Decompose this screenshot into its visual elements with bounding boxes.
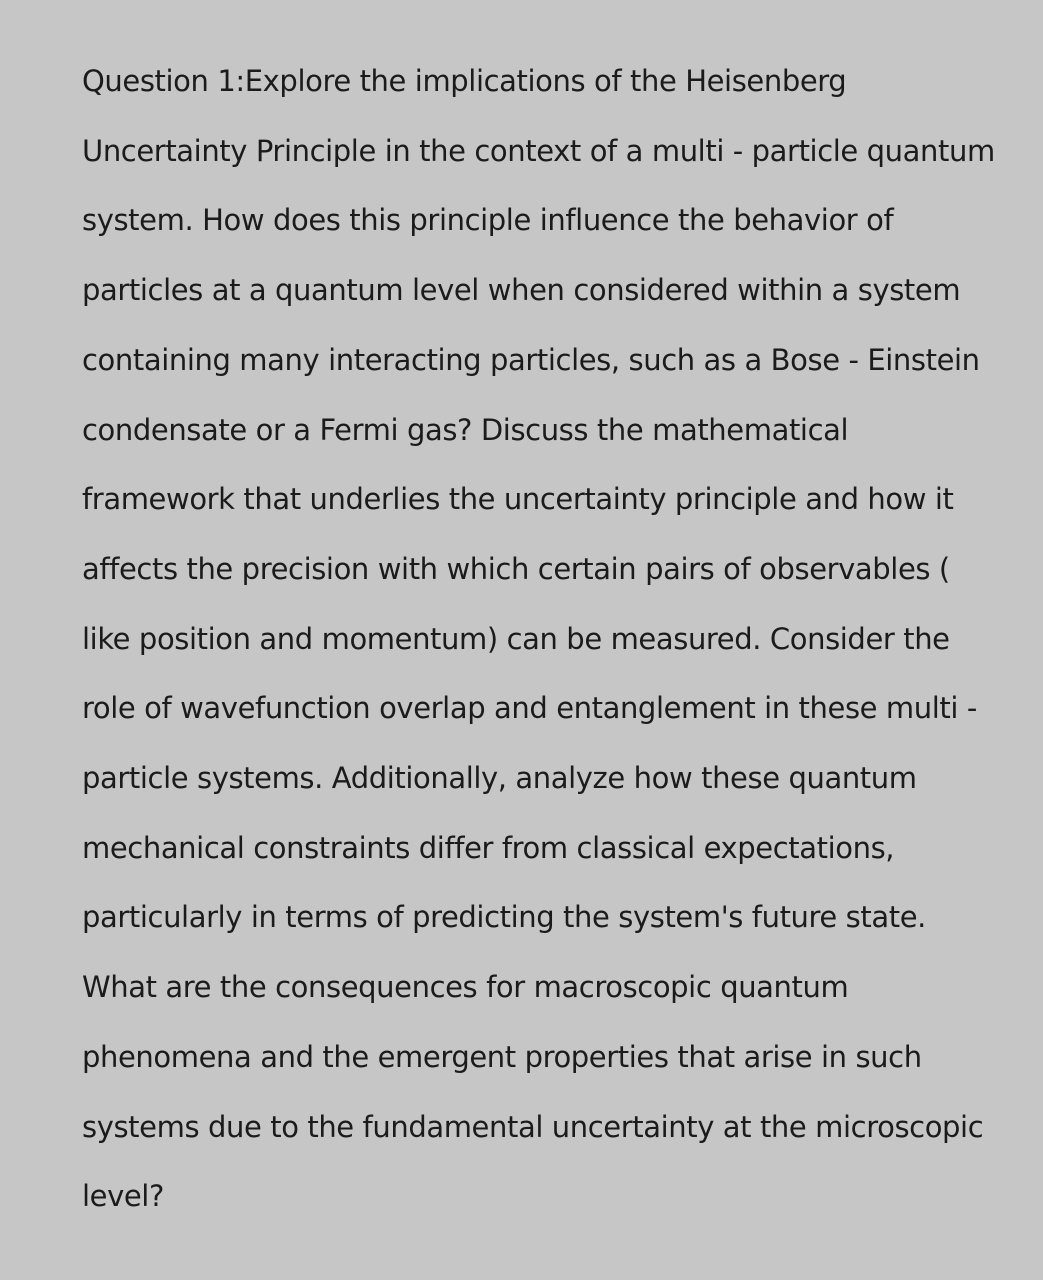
question-line: mechanical constraints differ from classical expectations, (82, 830, 895, 865)
question-line: framework that underlies the uncertainty principle and how it (82, 482, 954, 517)
question-line: condensate or a Fermi gas? Discuss the mathematical (82, 412, 849, 447)
question-line: particularly in terms of predicting the system's future state. (82, 900, 926, 935)
question-line: containing many interacting particles, such as a Bose - Einstein (82, 342, 980, 377)
question-line: level? (82, 1179, 164, 1214)
question-line: particle systems. Additionally, analyze how these quantum (82, 761, 917, 796)
question-line: system. How does this principle influence the behavior of (82, 203, 894, 238)
question-line: phenomena and the emergent properties that arise in such (82, 1039, 922, 1074)
question-line: Uncertainty Principle in the context of a multi - particle quantum (82, 133, 995, 168)
question-line: role of wavefunction overlap and entanglement in these multi - (82, 691, 977, 726)
question-line: like position and momentum) can be measured. Consider the (82, 621, 950, 656)
question-text (82, 47, 1022, 1232)
question-line: What are the consequences for macroscopic quantum (82, 970, 849, 1005)
question-line: systems due to the fundamental uncertainty at the microscopic (82, 1109, 984, 1144)
question-line: affects the precision with which certain pairs of observables ( (82, 551, 950, 586)
question-line: Question 1:Explore the implications of the Heisenberg (82, 64, 847, 98)
question-line: particles at a quantum level when considered within a system (82, 273, 961, 308)
